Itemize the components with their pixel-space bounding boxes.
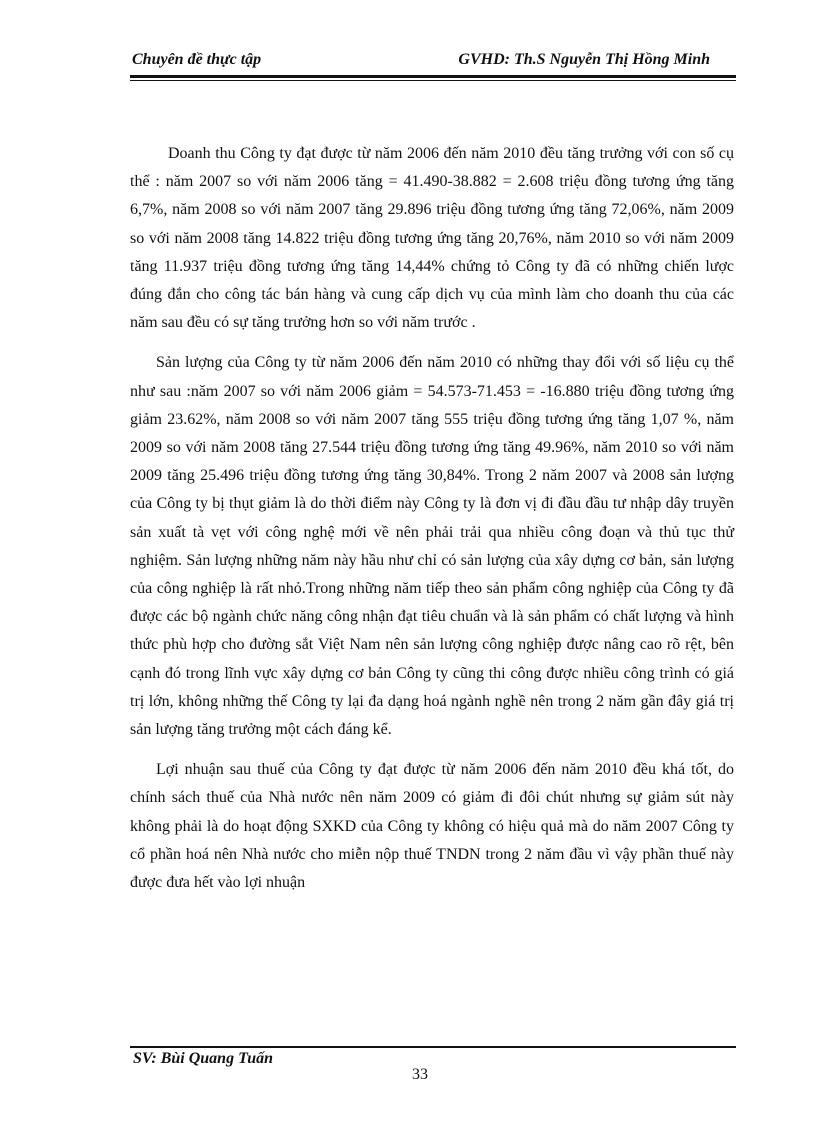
page-number: 33 — [412, 1066, 428, 1083]
header-supervisor: GVHD: Th.S Nguyễn Thị Hồng Minh — [458, 51, 710, 68]
paragraph-profit: Lợi nhuận sau thuế của Công ty đạt được từ năm 2006 đến năm 2010 đều khá tốt, do chính sách thuế của Nhà nước nên năm 2009 có giảm đi đôi chút nhưng sự giảm sút này không phải là do hoạt động SXKD của Công ty không có hiệu quả mà do năm 2007 Công ty cổ phần hoá nên Nhà nước cho miễn nộp thuế TNDN trong 2 năm đầu vì vậy phần thuế này được đưa hết vào lợi nhuận — [130, 761, 734, 892]
page-header — [130, 51, 736, 73]
footer-rule — [130, 1046, 736, 1048]
paragraph-revenue: Doanh thu Công ty đạt được từ năm 2006 đến năm 2010 đều tăng trưởng với con số cụ thể : năm 2007 so với năm 2006 tăng = 41.490-38.882 = 2.608 triệu đồng tương ứng tăng 6,7%, năm 2008 so với năm 2007 tăng 29.896 triệu đồng tương ứng tăng 72,06%, năm 2009 so với năm 2008 tăng 14.822 triệu đồng tương ứng tăng 20,76%, năm 2010 so với năm 2009 tăng 11.937 triệu đồng tương ứng tăng 14,44% chứng tỏ Công ty đã có những chiến lược đúng đắn cho công tác bán hàng và cung cấp dịch vụ của mình làm cho doanh thu của các năm sau đều có sự tăng trưởng hơn so với năm trước . — [130, 145, 734, 332]
document-body — [130, 140, 734, 909]
header-report-title: Chuyên đề thực tập — [132, 51, 262, 68]
paragraph-output: Sản lượng của Công ty từ năm 2006 đến năm 2010 có những thay đổi với số liệu cụ thể như sau :năm 2007 so với năm 2006 giảm = 54.573-71.453 = -16.880 triệu đồng tương ứng giảm 23.62%, năm 2008 so với năm 2007 tăng 555 triệu đồng tương ứng tăng 1,07 %, năm 2009 so với năm 2008 tăng 27.544 triệu đồng tương ứng tăng 49.96%, năm 2010 so với năm 2009 tăng 25.496 triệu đồng tương ứng tăng 30,84%. Trong 2 năm 2007 và 2008 sản lượng của Công ty bị thụt giảm là do thời điểm này Công ty là đơn vị đi đầu đầu tư nhập dây truyền sản xuất tà vẹt với công nghệ mới về nên phải trải qua nhiều công đoạn và thủ tục thử nghiệm. Sản lượng những năm này hầu như chỉ có sản lượng của xây dựng cơ bản, sản lượng của công nghiệp là rất nhỏ.Trong những năm tiếp theo sản phẩm công nghiệp của Công ty đã được các bộ ngành chức năng công nhận đạt tiêu chuẩn và là sản phẩm có chất lượng và hình thức phù hợp cho đường sắt Việt Nam nên sản lượng công nghiệp được nâng cao rõ rệt, bên cạnh đó trong lĩnh vực xây dựng cơ bản Công ty cũng thi công được nhiều công trình có giá trị lớn, không những thế Công ty lại đa dạng hoá ngành nghề nên trong 2 năm gần đây giá trị sản lượng tăng trưởng một cách đáng kể. — [130, 354, 734, 739]
header-rule — [130, 75, 736, 78]
header-rule-thin — [130, 80, 736, 81]
footer-student-name: SV: Bùi Quang Tuấn — [133, 1050, 274, 1067]
